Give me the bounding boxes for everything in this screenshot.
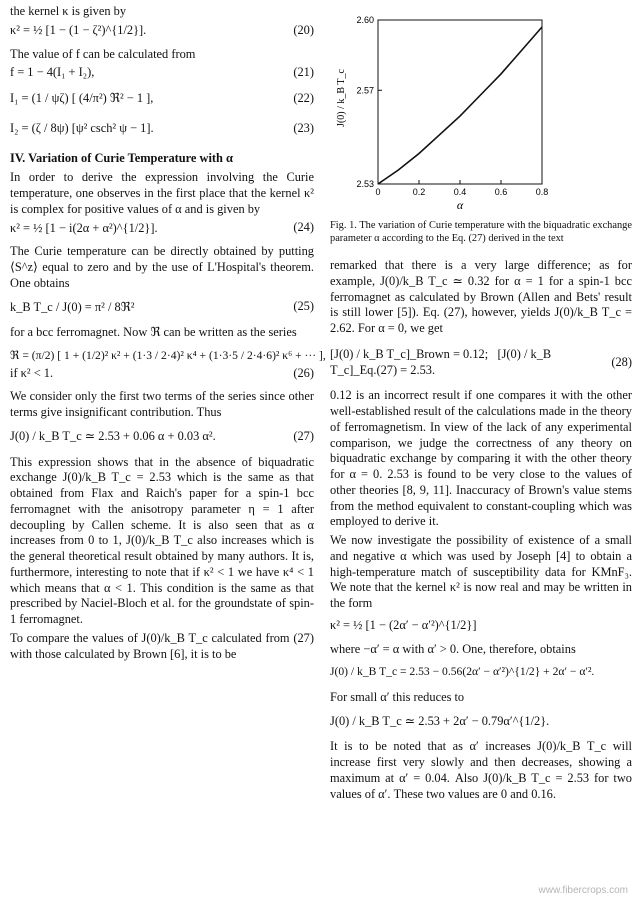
x-tick-label: 0.4: [453, 187, 467, 197]
equation-text: [J(0) / k_B T_c]_Brown = 0.12;: [330, 346, 489, 361]
equation-text: J(0) / k_B T_c ≃ 2.53 + 2α′ − 0.79α′^{1/2}.: [330, 713, 550, 728]
x-tick-label: 0.8: [535, 187, 549, 197]
equation-text: κ² = ½ [1 − (1 − ζ²)^{1/2}].: [10, 22, 147, 37]
paragraph: where −α′ = α with α′ > 0. One, therefore, obtains: [330, 641, 576, 656]
equation-text: ℜ = (π/2) [ 1 + (1/2)² κ² + (1·3 / 2·4)² κ⁴ + (1·3·5 / 2·4·6)² κ⁶ + ··· ],: [10, 349, 326, 362]
equation-26-condition: [10, 366, 314, 382]
x-axis-label: α: [456, 198, 464, 212]
chart-axes: [378, 20, 542, 184]
paragraph: In order to derive the expression involving the Curie temperature, one observes in the first place that the kernel κ² is complex for positive values of α and is given by: [10, 170, 314, 216]
paragraph: To compare the values of J(0)/k_B T_c calculated from (27) with those calculated by Brown [6], it is to be: [10, 630, 314, 661]
figure-1: [330, 6, 632, 245]
equation-30: [330, 665, 632, 680]
equation-number: (27): [293, 428, 314, 443]
paragraph: We consider only the first two terms of the series since other terms give insignificant contribution. Thus: [10, 389, 314, 420]
equation-22: [10, 91, 314, 107]
equation-25: [10, 300, 314, 316]
left-column: [10, 4, 326, 665]
paragraph: The value of f can be calculated from: [10, 46, 196, 61]
equation-29: [330, 618, 632, 634]
equation-27: [10, 429, 314, 445]
equation-number: (21): [293, 65, 314, 80]
paragraph: the kernel κ is given by: [10, 4, 127, 18]
equation-number: (28): [611, 354, 632, 369]
paragraph: remarked that there is a very large difference; as for example, J(0)/k_B T_c ≃ 0.32 for α = 1 for a spin-1 bcc ferromagnet as calculated by Brown (Allen and Bets' result is still lower [5]). Eq. (27), however, yields J(0)/k_B T_c = 2.62. For α = 0, we get: [330, 258, 632, 335]
equation-text: κ² = ½ [1 − (2α′ − α′²)^{1/2}]: [330, 617, 477, 632]
watermark: www.fibercrops.com: [538, 885, 628, 897]
paragraph: For small α′ this reduces to: [330, 689, 465, 704]
section-heading: IV. Variation of Curie Temperature with α: [10, 150, 233, 165]
curie-temperature-chart: [330, 6, 632, 214]
equation-number: (23): [293, 120, 314, 135]
equation-text: κ² = ½ [1 − i(2α + α²)^{1/2}].: [10, 220, 158, 235]
y-tick-label: 2.53: [356, 179, 374, 189]
paragraph: This expression shows that in the absence of biquadratic exchange J(0)/k_B T_c = 2.53 which is the same as that obtained from Flax and Raich's paper for a spin-1 bcc ferromagnet with the anisotropy parameter η = 1 after decoupling by Callen scheme. It is also seen that as α increases from 0 to 1, J(0)/k_B T_c also increases which is the general theoretical result obtained by many authors. It is, furthermore, interesting to note that if κ² < 1 we have κ⁴ < 1 which means that α < 1. This condition is the same as that prescribed by Naciel-Bloch et al. for the groundstate of spin-1 ferromagnet.: [10, 454, 314, 627]
paragraph: The Curie temperature can be directly obtained by putting ⟨S^z⟩ equal to zero and by the use of L'Hospital's theorem. One obtains: [10, 244, 314, 290]
equation-text: I₁ = (1 / ψζ) [ (4/π²) ℜ² − 1 ],: [10, 91, 154, 105]
equation-21: [10, 65, 314, 81]
y-tick-label: 2.60: [356, 15, 374, 25]
y-axis-label: J(0) / k_B T_c: [336, 69, 347, 127]
equation-text: k_B T_c / J(0) = π² / 8ℜ²: [10, 299, 135, 314]
equation-number: (20): [293, 22, 314, 37]
equation-number: (24): [293, 220, 314, 235]
paragraph: for a bcc ferromagnet. Now ℜ can be written as the series: [10, 325, 297, 340]
figure-caption: Fig. 1. The variation of Curie temperature with the biquadratic exchange parameter α according to the Eq. (27) derived in the text: [330, 219, 632, 244]
equation-28: [330, 347, 632, 379]
equation-26: [10, 349, 326, 364]
equation-text: if κ² < 1.: [10, 365, 54, 380]
equation-number: (25): [293, 299, 314, 314]
equation-31: [330, 714, 632, 730]
x-tick-label: 0: [375, 187, 381, 197]
equation-20: [10, 23, 314, 39]
equation-text: f = 1 − 4(I₁ + I₂),: [10, 65, 95, 80]
y-tick-label: 2.57: [356, 85, 374, 96]
equation-text: [J(0) / k_B T_c]_Eq.(27) = 2.53.: [330, 346, 552, 377]
equation-text: J(0) / k_B T_c ≃ 2.53 + 0.06 α + 0.03 α².: [10, 428, 216, 443]
equation-number: (26): [293, 365, 314, 380]
paragraph: It is to be noted that as α′ increases J(0)/k_B T_c will increase first very slowly and then decreases, showing a maximum at α′ = 0.04. Also J(0)/k_B T_c = 2.53 for two values of α′. These two values are 0 and 0.16.: [330, 739, 632, 801]
paragraph: 0.12 is an incorrect result if one compares it with the other well-established result of the calculations made in the theory of ferromagnetism. In view of the lack of any experimental comparison, we judge the correctness of any theory on biquadratic exchange by comparing it with the other theory for α = 0. 2.53 is found to be very close to the values of other theories [8, 9, 11]. Inaccuracy of Brown's value stems from the method equivalent to constant-coupling which was employed to derive it.: [330, 388, 632, 529]
paragraph: We now investigate the possibility of existence of a small and negative α which was used by Joseph [4] to obtain a high-temperature match of susceptibility data for KMnF₃. We note that the kernel κ² is now real and may be written in the form: [330, 533, 632, 610]
equation-text: J(0) / k_B T_c = 2.53 − 0.56(2α′ − α′²)^{1/2} + 2α′ − α′².: [330, 665, 595, 679]
plot-frame: [378, 20, 542, 184]
equation-23: [10, 121, 314, 137]
right-column: [330, 258, 632, 805]
x-tick-label: 0.6: [494, 187, 508, 197]
x-tick-label: 0.2: [412, 187, 426, 197]
series-line: [378, 27, 542, 184]
equation-24: [10, 221, 314, 237]
equation-number: (22): [293, 91, 314, 105]
equation-text: I₂ = (ζ / 8ψ) [ψ² csch² ψ − 1].: [10, 120, 154, 135]
